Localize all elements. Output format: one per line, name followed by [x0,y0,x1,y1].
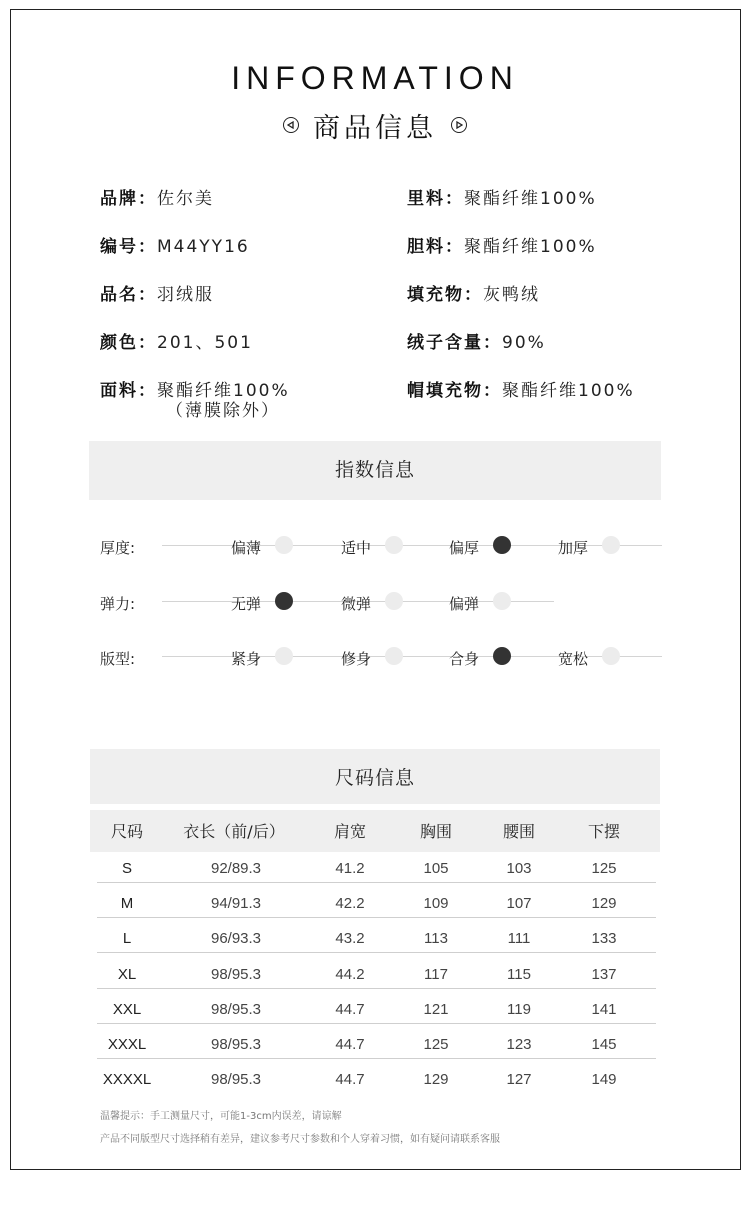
index-option: 无弹 [231,595,262,613]
index-row-label: 弹力: [100,595,136,613]
info-lining [407,189,597,209]
size-cell-size: XXL [112,1000,142,1018]
english-title: INFORMATION [231,60,519,96]
size-cell-length: 98/95.3 [210,1071,262,1089]
size-cell-length: 98/95.3 [210,1000,262,1018]
info-down-content-key: 绒子含量： [407,333,502,353]
index-option: 修身 [341,650,372,668]
info-lining-key: 里料： [407,189,464,209]
size-cell-size: XL [117,965,137,983]
size-table-header [90,810,660,852]
size-row-divider [97,952,656,953]
info-inner [407,237,597,257]
chinese-title: 商品信息 [313,112,437,144]
size-header-chest: 胸围 [419,822,453,841]
index-option: 紧身 [231,650,262,668]
size-cell-chest: 105 [423,860,449,877]
size-cell-waist: 123 [506,1036,532,1053]
chinese-title-row [0,108,750,142]
size-cell-shoulder: 44.7 [335,1000,365,1018]
index-dot-selected [493,536,511,554]
size-cell-shoulder: 43.2 [335,930,365,948]
index-option: 适中 [341,539,372,557]
index-dot [385,592,403,610]
index-dot [602,536,620,554]
size-cell-waist: 103 [506,860,532,877]
size-cell-chest: 113 [424,930,448,948]
index-option: 偏薄 [231,539,262,557]
size-header-shoulder: 肩宽 [333,822,367,841]
size-cell-waist: 115 [507,965,531,983]
info-name [100,285,214,305]
info-filling-key: 填充物： [407,285,483,305]
size-cell-hem: 141 [591,1000,617,1018]
size-row-divider [97,917,656,918]
note-line-2: 产品不同版型尺寸选择稍有差异，建议参考尺寸参数和个人穿着习惯，如有疑问请联系客服 [100,1134,500,1145]
size-cell-hem: 149 [591,1071,617,1089]
size-cell-shoulder: 44.7 [335,1036,365,1053]
size-cell-waist: 119 [507,1000,531,1018]
info-filling-value: 灰鸭绒 [483,285,540,305]
page-frame [10,9,741,1170]
info-brand [100,189,214,209]
index-dot [493,592,511,610]
index-option: 合身 [449,650,480,668]
index-dot [275,647,293,665]
index-option: 宽松 [558,650,589,668]
index-dot-selected [493,647,511,665]
size-row-divider [97,1058,656,1059]
index-option: 加厚 [558,539,589,557]
info-number-key: 编号： [100,237,157,257]
info-number [100,237,250,257]
size-row-divider [97,1023,656,1024]
info-name-value: 羽绒服 [157,285,214,305]
note-line-1: 温馨提示：手工测量尺寸，可能1-3cm内误差，请谅解 [100,1111,342,1122]
index-dot [602,647,620,665]
info-lining-value: 聚酯纤维100% [464,189,597,209]
circle-arrow-left-icon [283,117,299,133]
size-header-size: 尺码 [110,822,144,841]
size-cell-length: 98/95.3 [210,965,262,983]
info-brand-value: 佐尔美 [157,189,214,209]
size-cell-size: XXXXL [102,1071,152,1089]
size-cell-chest: 121 [423,1000,449,1018]
index-dot [385,536,403,554]
size-cell-chest: 129 [423,1071,449,1089]
size-header-length: 衣长（前/后） [183,822,285,841]
info-filling [407,285,540,305]
size-cell-hem: 133 [591,930,617,948]
size-cell-waist: 127 [506,1071,532,1089]
info-number-value: M44YY16 [157,237,250,257]
info-color [100,333,253,353]
index-option: 偏厚 [449,539,480,557]
info-inner-key: 胆料： [407,237,464,257]
info-fabric-value-note: （薄膜除外） [166,401,280,421]
info-fabric-key: 面料： [100,381,157,401]
size-cell-waist: 107 [506,895,532,913]
size-cell-chest: 125 [423,1036,449,1053]
size-cell-hem: 145 [591,1036,617,1053]
circle-arrow-right-icon [451,117,467,133]
info-hat-filling [407,381,635,401]
size-section-title: 尺码信息 [90,749,660,804]
info-inner-value: 聚酯纤维100% [464,237,597,257]
size-cell-length: 98/95.3 [210,1036,262,1053]
info-down-content-value: 90% [502,333,546,353]
info-color-key: 颜色： [100,333,157,353]
info-brand-key: 品牌： [100,189,157,209]
size-cell-shoulder: 44.7 [335,1071,365,1089]
index-option: 微弹 [341,595,372,613]
index-section-title: 指数信息 [89,441,661,500]
size-cell-length: 94/91.3 [210,895,262,913]
size-cell-size: S [121,860,133,877]
size-row-divider [97,988,656,989]
index-option: 偏弹 [449,595,480,613]
info-color-value: 201、501 [157,333,253,353]
size-cell-shoulder: 41.2 [335,860,365,877]
size-header-waist: 腰围 [502,822,536,841]
index-row-label: 版型: [100,650,136,668]
size-cell-length: 96/93.3 [210,930,262,948]
size-cell-size: L [122,930,132,948]
size-header-hem: 下摆 [587,822,621,841]
size-row-divider [97,882,656,883]
size-cell-shoulder: 42.2 [335,895,365,913]
size-cell-hem: 125 [591,860,617,877]
size-cell-size: XXXL [107,1036,147,1053]
size-cell-hem: 129 [591,895,617,913]
info-fabric [100,381,290,421]
size-cell-chest: 117 [424,965,448,983]
index-dot [385,647,403,665]
size-cell-chest: 109 [423,895,449,913]
index-dot-selected [275,592,293,610]
index-row-label: 厚度: [100,539,136,557]
size-cell-waist: 111 [507,930,531,948]
info-down-content [407,333,546,353]
size-cell-size: M [120,895,134,913]
size-cell-length: 92/89.3 [210,860,262,877]
info-name-key: 品名： [100,285,157,305]
size-cell-shoulder: 44.2 [335,965,365,983]
index-dot [275,536,293,554]
info-fabric-value: 聚酯纤维100% [157,381,290,401]
info-hat-filling-value: 聚酯纤维100% [502,381,635,401]
info-hat-filling-key: 帽填充物： [407,381,502,401]
size-cell-hem: 137 [591,965,617,983]
